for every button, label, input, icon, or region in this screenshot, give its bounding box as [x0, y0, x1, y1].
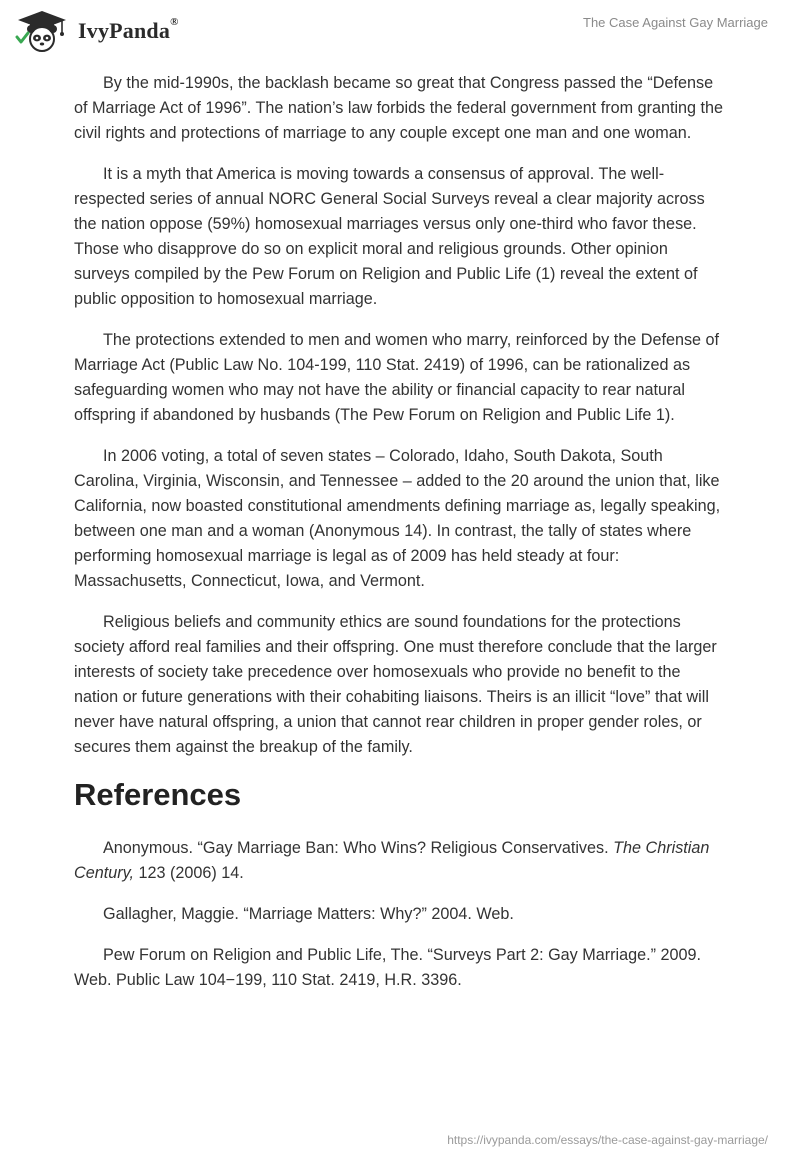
reference-item: Pew Forum on Religion and Public Life, The. “Surveys Part 2: Gay Marriage.” 2009. Web. Public Law 104−199, 110 Stat. 2419, H.R. 3396.: [74, 946, 702, 989]
panda-graduation-cap-icon: [14, 9, 70, 53]
essay-body: [74, 71, 726, 1009]
brand-name: IvyPanda®: [78, 16, 179, 43]
page-header: [0, 0, 800, 60]
reference-item: Gallagher, Maggie. “Marriage Matters: Why?” 2004. Web.: [103, 905, 514, 923]
references-heading: References: [74, 777, 242, 812]
body-paragraph: By the mid-1990s, the backlash became so great that Congress passed the “Defense of Marriage Act of 1996”. The nation’s law forbids the federal government from granting the civil rights and protections of marriage to any couple except one man and one woman.: [74, 74, 724, 142]
ivypanda-logo[interactable]: [14, 9, 179, 53]
body-paragraph: It is a myth that America is moving towards a consensus of approval. The well-respected series of annual NORC General Social Surveys reveal a clear majority across the nation oppose (59%) homosexual marriages versus only one-third who favor these. Those who disapprove do so on explicit moral and religious grounds. Other opinion surveys compiled by the Pew Forum on Religion and Public Life (1) reveal the extent of public opposition to homosexual marriage.: [74, 165, 705, 308]
body-paragraph: Religious beliefs and community ethics are sound foundations for the protections society afford real families and their offspring. One must therefore conclude that the larger interests of society take precedence over homosexuals who provide no benefit to the nation or future generations with their cohabiting liaisons. Theirs is an illicit “love” that will never have natural offspring, a union that cannot rear children in proper gender roles, or secures them against the breakup of the family.: [74, 613, 717, 756]
document-title: The Case Against Gay Marriage: [583, 15, 768, 30]
footer-url[interactable]: https://ivypanda.com/essays/the-case-against-gay-marriage/: [447, 1133, 768, 1147]
reference-item: Anonymous. “Gay Marriage Ban: Who Wins? Religious Conservatives. The Christian Century, 123 (2006) 14.: [74, 839, 710, 882]
body-paragraph: In 2006 voting, a total of seven states – Colorado, Idaho, South Dakota, South Carolina, Virginia, Wisconsin, and Tennessee – added to the 20 around the union that, like California, now boasted constitutional amendments defining marriage as, legally speaking, between one man and a woman (Anonymous 14). In contrast, the tally of states where performing homosexual marriage is legal as of 2009 has held steady at four: Massachusetts, Connecticut, Iowa, and Vermont.: [74, 447, 721, 590]
body-paragraph: The protections extended to men and women who marry, reinforced by the Defense of Marriage Act (Public Law No. 104-199, 110 Stat. 2419) of 1996, can be rationalized as safeguarding women who may not have the ability or financial capacity to rear natural offspring if abandoned by husbands (The Pew Forum on Religion and Public Life 1).: [74, 331, 720, 424]
